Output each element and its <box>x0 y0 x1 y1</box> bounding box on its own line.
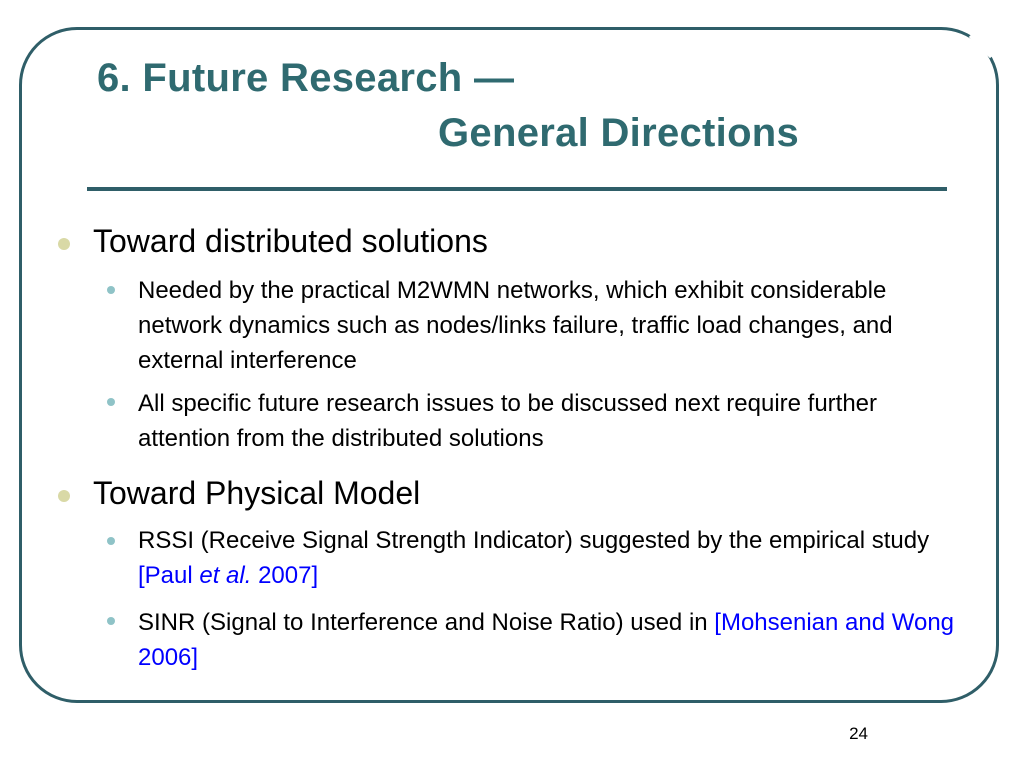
level1-bullet-icon <box>58 238 70 250</box>
level1-bullet-icon <box>58 490 70 502</box>
level2-bullet-icon <box>107 398 115 406</box>
title-line-2: General Directions <box>438 111 800 155</box>
subbullet-rssi <box>138 523 968 593</box>
citation-mohsenian-wong-2006[interactable]: [Mohsenian and Wong 2006] <box>138 609 955 671</box>
level2-bullet-icon <box>107 617 115 625</box>
subbullet-m2wmn-networks: Needed by the practical M2WMN networks, which exhibit considerable network dynamics such as nodes/links failure, traffic load changes, and external interference <box>138 277 893 374</box>
subbullet-future-issues: All specific future research issues to be discussed next require further attention from the distributed solutions <box>138 390 878 452</box>
rssi-text: RSSI (Receive Signal Strength Indicator) suggested by the empirical study <box>138 527 930 554</box>
level2-bullet-icon <box>107 286 115 294</box>
level2-bullet-icon <box>107 537 115 545</box>
page-number: 24 <box>849 724 868 743</box>
title-line-1: 6. Future Research — <box>97 56 515 100</box>
citation-paul-2007[interactable]: [Paul et al. 2007] <box>138 562 319 589</box>
subbullet-sinr <box>138 605 968 675</box>
sinr-text: SINR (Signal to Interference and Noise Ratio) used in <box>138 609 715 636</box>
bullet-physical-model: Toward Physical Model <box>93 475 421 511</box>
bullet-distributed-solutions: Toward distributed solutions <box>93 223 488 259</box>
